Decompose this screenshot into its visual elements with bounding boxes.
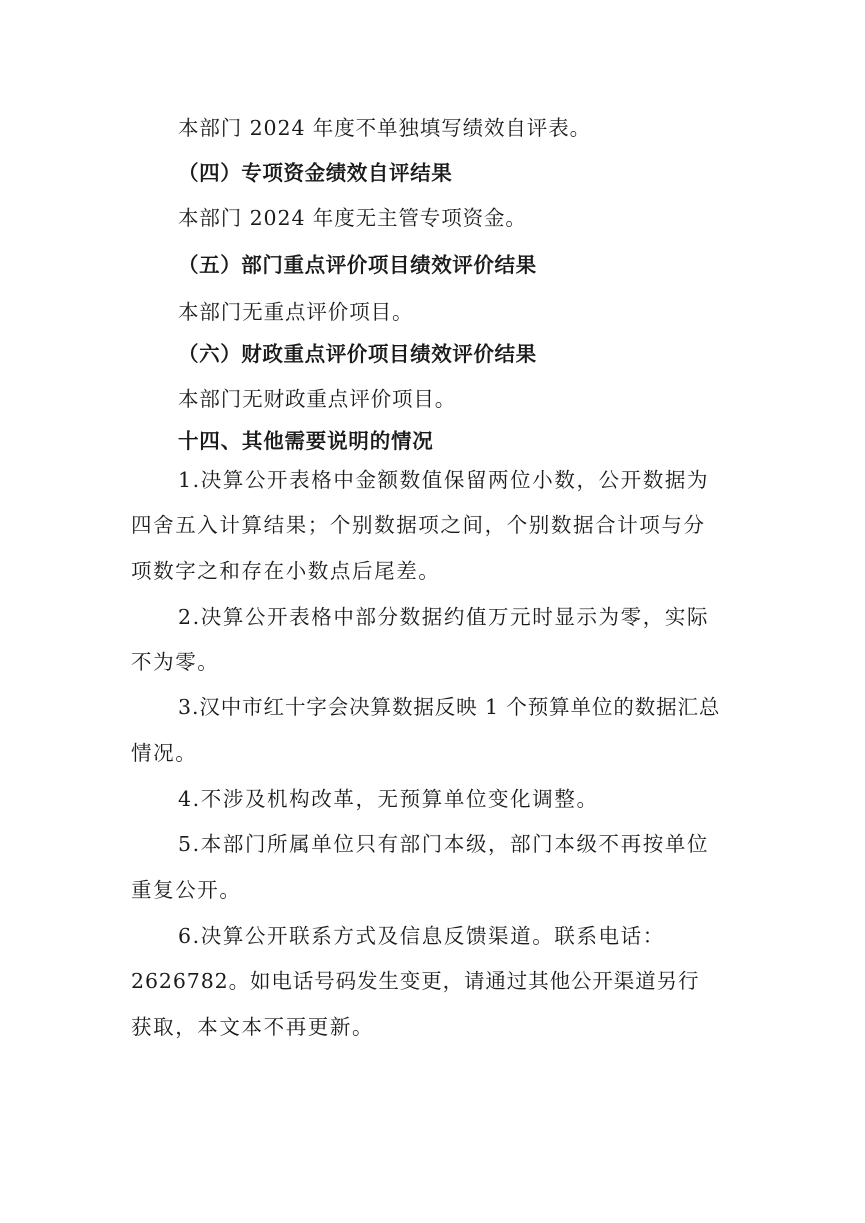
paragraph-line: 2.决算公开表格中部分数据约值万元时显示为零，实际	[178, 605, 710, 629]
section-subheading: （四）专项资金绩效自评结果	[178, 161, 453, 185]
paragraph-line: 本部门 2024 年度无主管专项资金。	[178, 206, 527, 230]
section-subheading: （五）部门重点评价项目绩效评价结果	[178, 253, 537, 277]
paragraph-line: 6.决算公开联系方式及信息反馈渠道。联系电话：	[178, 924, 665, 948]
paragraph-line: 四舍五入计算结果；个别数据项之间，个别数据合计项与分	[131, 513, 706, 537]
paragraph-line: 本部门 2024 年度不单独填写绩效自评表。	[178, 116, 592, 140]
paragraph-line: 不为零。	[131, 650, 220, 674]
paragraph-line: 5.本部门所属单位只有部门本级，部门本级不再按单位	[178, 832, 710, 856]
paragraph-line: 本部门无财政重点评价项目。	[178, 387, 457, 411]
section-heading: 十四、其他需要说明的情况	[178, 429, 434, 453]
section-subheading: （六）财政重点评价项目绩效评价结果	[178, 342, 537, 366]
paragraph-line: 4.不涉及机构改革，无预算单位变化调整。	[178, 787, 599, 811]
paragraph-line: 获取，本文本不再更新。	[131, 1015, 375, 1039]
paragraph-line: 项数字之和存在小数点后尾差。	[131, 559, 441, 583]
paragraph-line: 3.汉中市红十字会决算数据反映 1 个预算单位的数据汇总	[178, 695, 721, 719]
paragraph-line: 1.决算公开表格中金额数值保留两位小数，公开数据为	[178, 468, 710, 492]
paragraph-line: 重复公开。	[131, 878, 242, 902]
paragraph-line: 情况。	[131, 741, 198, 765]
paragraph-line: 本部门无重点评价项目。	[178, 300, 414, 324]
paragraph-line: 2626782。如电话号码发生变更，请通过其他公开渠道另行	[131, 969, 700, 993]
